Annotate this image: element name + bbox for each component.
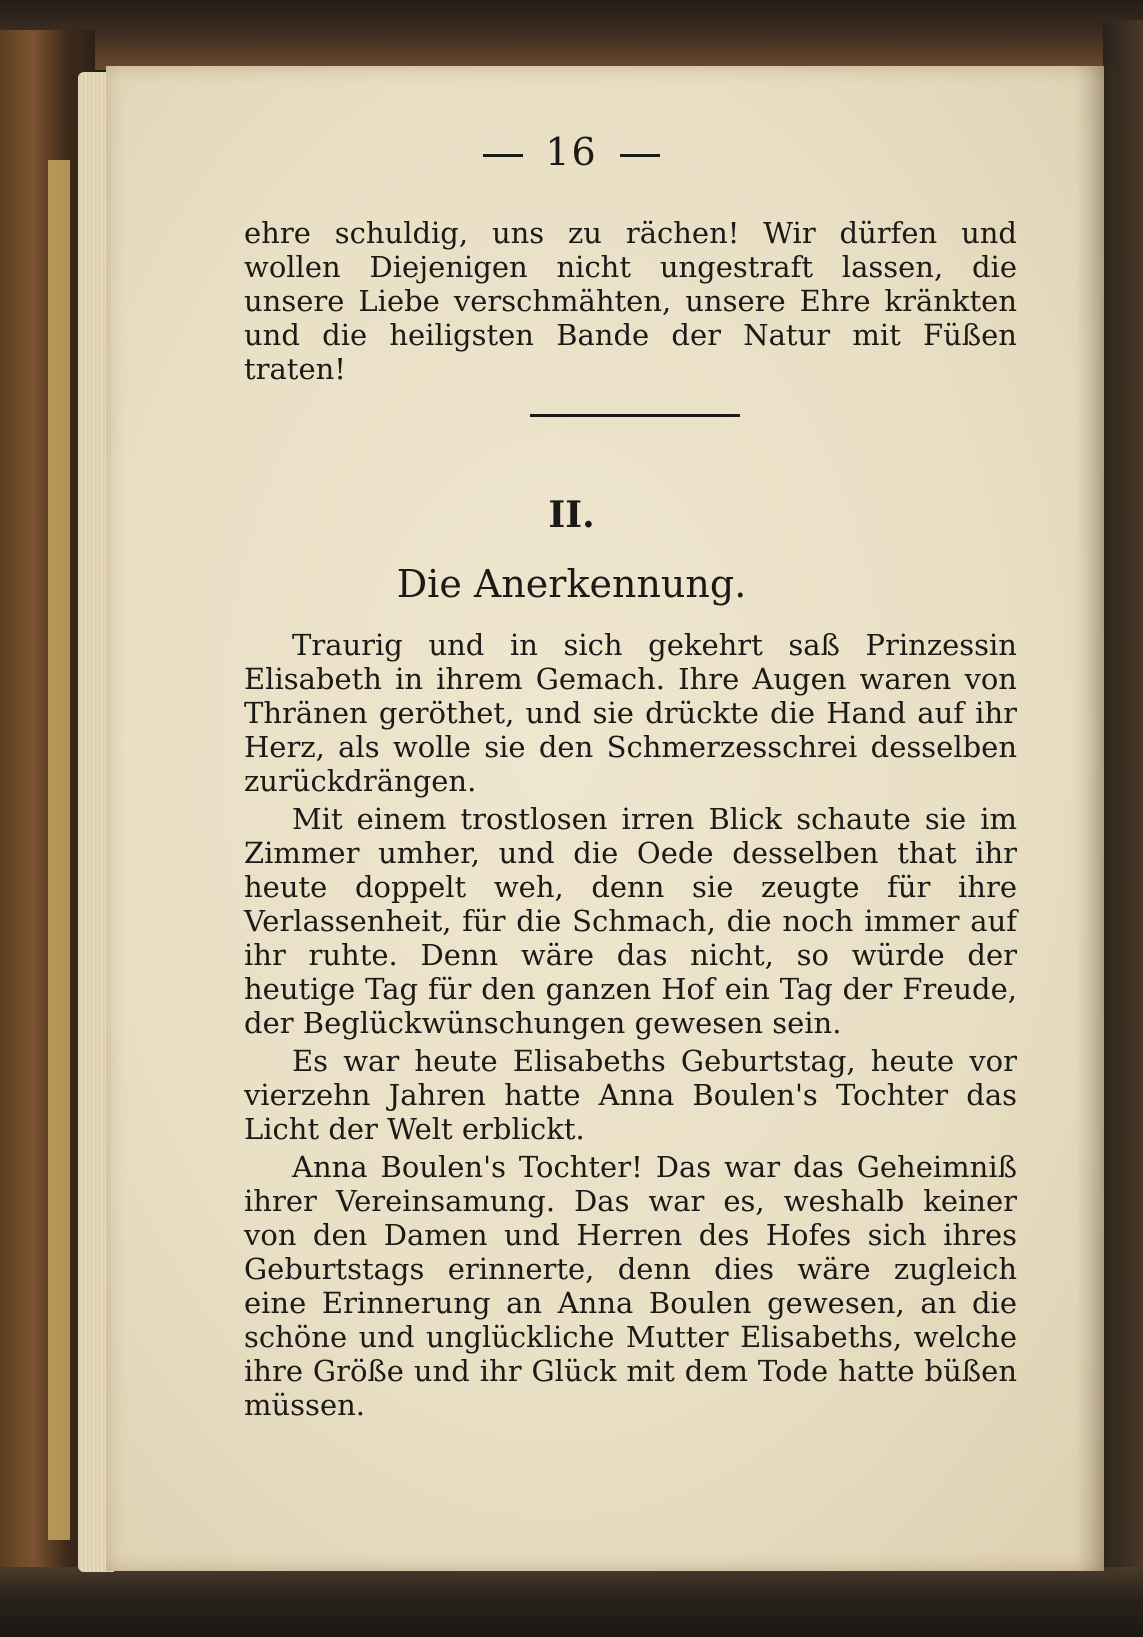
book-cover-top [0,0,1143,70]
paragraph-1: Traurig und in sich gekehrt saß Prinzessin Elisabeth in ihrem Gemach. Ihre Augen waren von Thränen geröthet, und sie drückte die Hand auf ihr Herz, als wolle sie den Schmerzesschrei desselben zurückdrängen. [244,628,1017,798]
header-dash-right [620,154,660,157]
spine-strip [48,160,70,1540]
opening-paragraph-text: ehre schuldig, uns zu rächen! Wir dürfen und wollen Diejenigen nicht ungestraft lassen, die unsere Liebe verschmähten, unsere Ehre kränkten und die heiligsten Bande der Natur mit Füßen traten! [244,216,1017,386]
paragraph-3: Es war heute Elisabeths Geburtstag, heute vor vierzehn Jahren hatte Anna Boulen's Tochter das Licht der Welt erblickt. [244,1044,1017,1146]
section-divider [530,414,740,417]
book-cover-bottom [0,1567,1143,1637]
opening-paragraph [244,216,1017,386]
chapter-body [244,628,1017,1422]
page-number: 16 [545,130,598,174]
paragraph-4: Anna Boulen's Tochter! Das war das Geheimniß ihrer Vereinsamung. Das war es, weshalb keiner von den Damen und Herren des Hofes sich ihres Geburtstags erinnerte, denn dies wäre zugleich eine Erinnerung an Anna Boulen gewesen, an die schöne und unglückliche Mutter Elisabeths, welche ihre Größe und ihr Glück mit dem Tode hatte büßen müssen. [244,1150,1017,1422]
chapter-title: Die Anerkennung. [396,562,747,606]
header-dash-left [483,154,523,157]
paragraph-2: Mit einem trostlosen irren Blick schaute sie im Zimmer umher, und die Oede desselben that ihr heute doppelt weh, denn sie zeugte für ihre Verlassenheit, für die Schmach, die noch immer auf ihr ruhte. Denn wäre das nicht, so würde der heutige Tag für den ganzen Hof ein Tag der Freude, der Beglückwünschungen gewesen sein. [244,802,1017,1040]
page-header [0,130,1143,174]
chapter-numeral: II. [548,494,595,536]
page-gutter-shadow [1075,66,1115,1571]
